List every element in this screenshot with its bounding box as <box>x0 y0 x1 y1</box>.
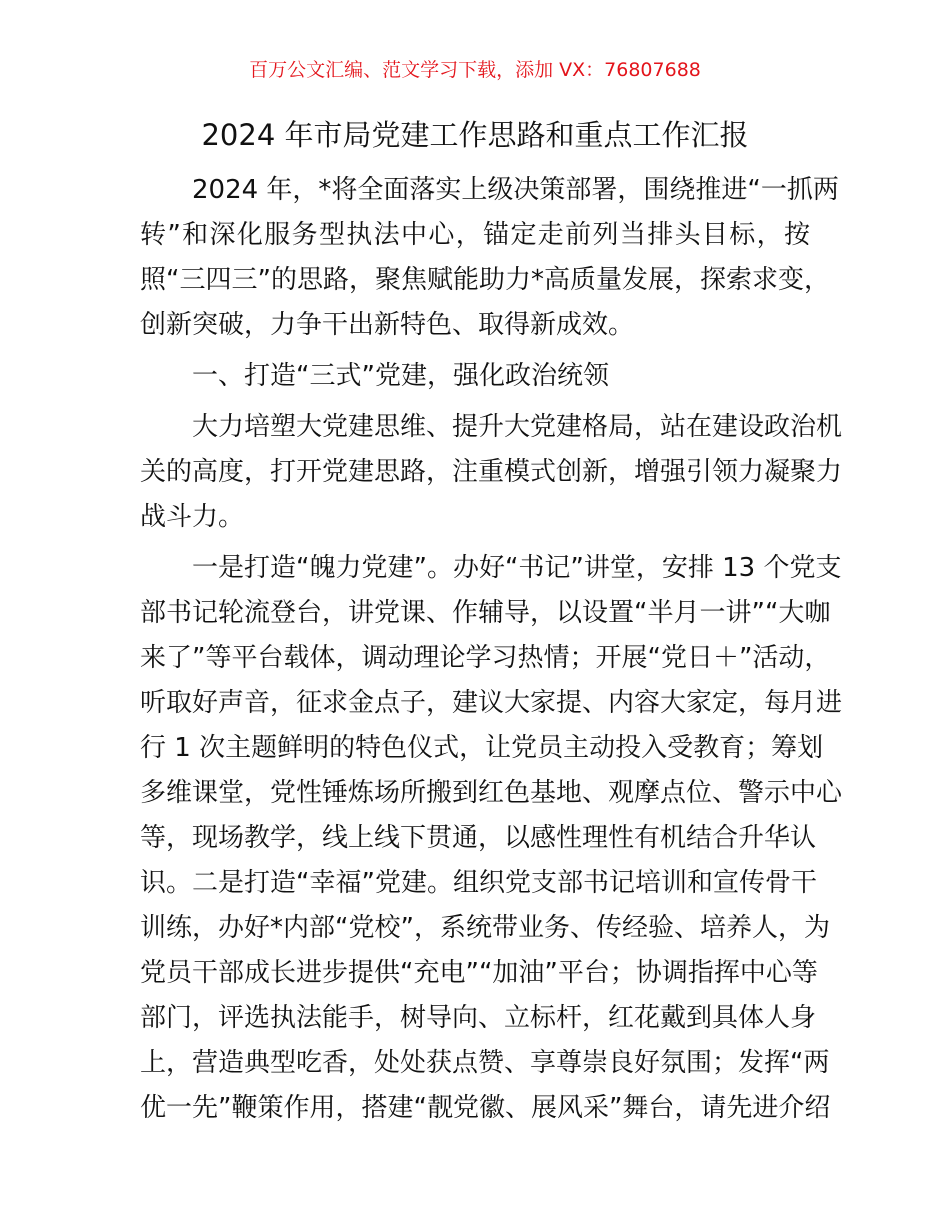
text-line: 识。二是打造“幸福”党建。组织党支部书记培训和宣传骨干 <box>140 868 817 898</box>
document-title: 2024 年市局党建工作思路和重点工作汇报 <box>201 118 749 152</box>
text-line: 上，营造典型吃香，处处获点赞、享尊崇良好氛围；发挥“两 <box>140 1048 830 1078</box>
paragraph-section-intro <box>140 405 843 540</box>
text-line: 优一先”鞭策作用，搭建“靓党徽、展风采”舞台，请先进介绍 <box>140 1093 831 1123</box>
text-line: 部书记轮流登台，讲党课、作辅导，以设置“半月一讲”“大咖 <box>140 598 831 628</box>
text-line: 来了”等平台载体，调动理论学习热情；开展“党日＋”活动， <box>140 643 831 673</box>
text-line: 转”和深化服务型执法中心，锚定走前列当排头目标，按 <box>140 220 810 250</box>
text-line: 等，现场教学，线上线下贯通，以感性理性有机结合升华认 <box>140 823 817 853</box>
text-line: 行 1 次主题鲜明的特色仪式，让党员主动投入受教育；筹划 <box>140 733 824 763</box>
text-line: 2024 年，*将全面落实上级决策部署，围绕推进“一抓两 <box>192 175 839 205</box>
text-line: 创新突破，力争干出新特色、取得新成效。 <box>140 310 635 340</box>
text-line: 大力培塑大党建思维、提升大党建格局，站在建设政治机 <box>192 412 843 442</box>
document-body <box>140 168 843 1131</box>
text-line: 一是打造“魄力党建”。办好“书记”讲堂，安排 13 个党支 <box>192 553 842 583</box>
text-line: 训练，办好*内部“党校”，系统带业务、传经验、培养人，为 <box>140 913 830 943</box>
text-line: 照“三四三”的思路，聚焦赋能助力*高质量发展，探索求变， <box>140 265 830 295</box>
text-line: 战斗力。 <box>140 502 245 532</box>
section-heading <box>140 354 810 399</box>
watermark-header: 百万公文汇编、范文学习下载，添加 VX：76807688 <box>249 59 701 81</box>
paragraph-details <box>140 546 843 1131</box>
text-line: 多维课堂，党性锤炼场所搬到红色基地、观摩点位、警示中心 <box>140 778 843 808</box>
text-line: 一、打造“三式”党建，强化政治统领 <box>192 361 609 391</box>
text-line: 关的高度，打开党建思路，注重模式创新，增强引领力凝聚力 <box>140 457 843 487</box>
text-line: 党员干部成长进步提供“充电”“加油”平台；协调指挥中心等 <box>140 958 818 988</box>
text-line: 听取好声音，征求金点子，建议大家提、内容大家定，每月进 <box>140 688 843 718</box>
text-line: 部门，评选执法能手，树导向、立标杆，红花戴到具体人身 <box>140 1003 817 1033</box>
paragraph-intro <box>140 168 839 348</box>
